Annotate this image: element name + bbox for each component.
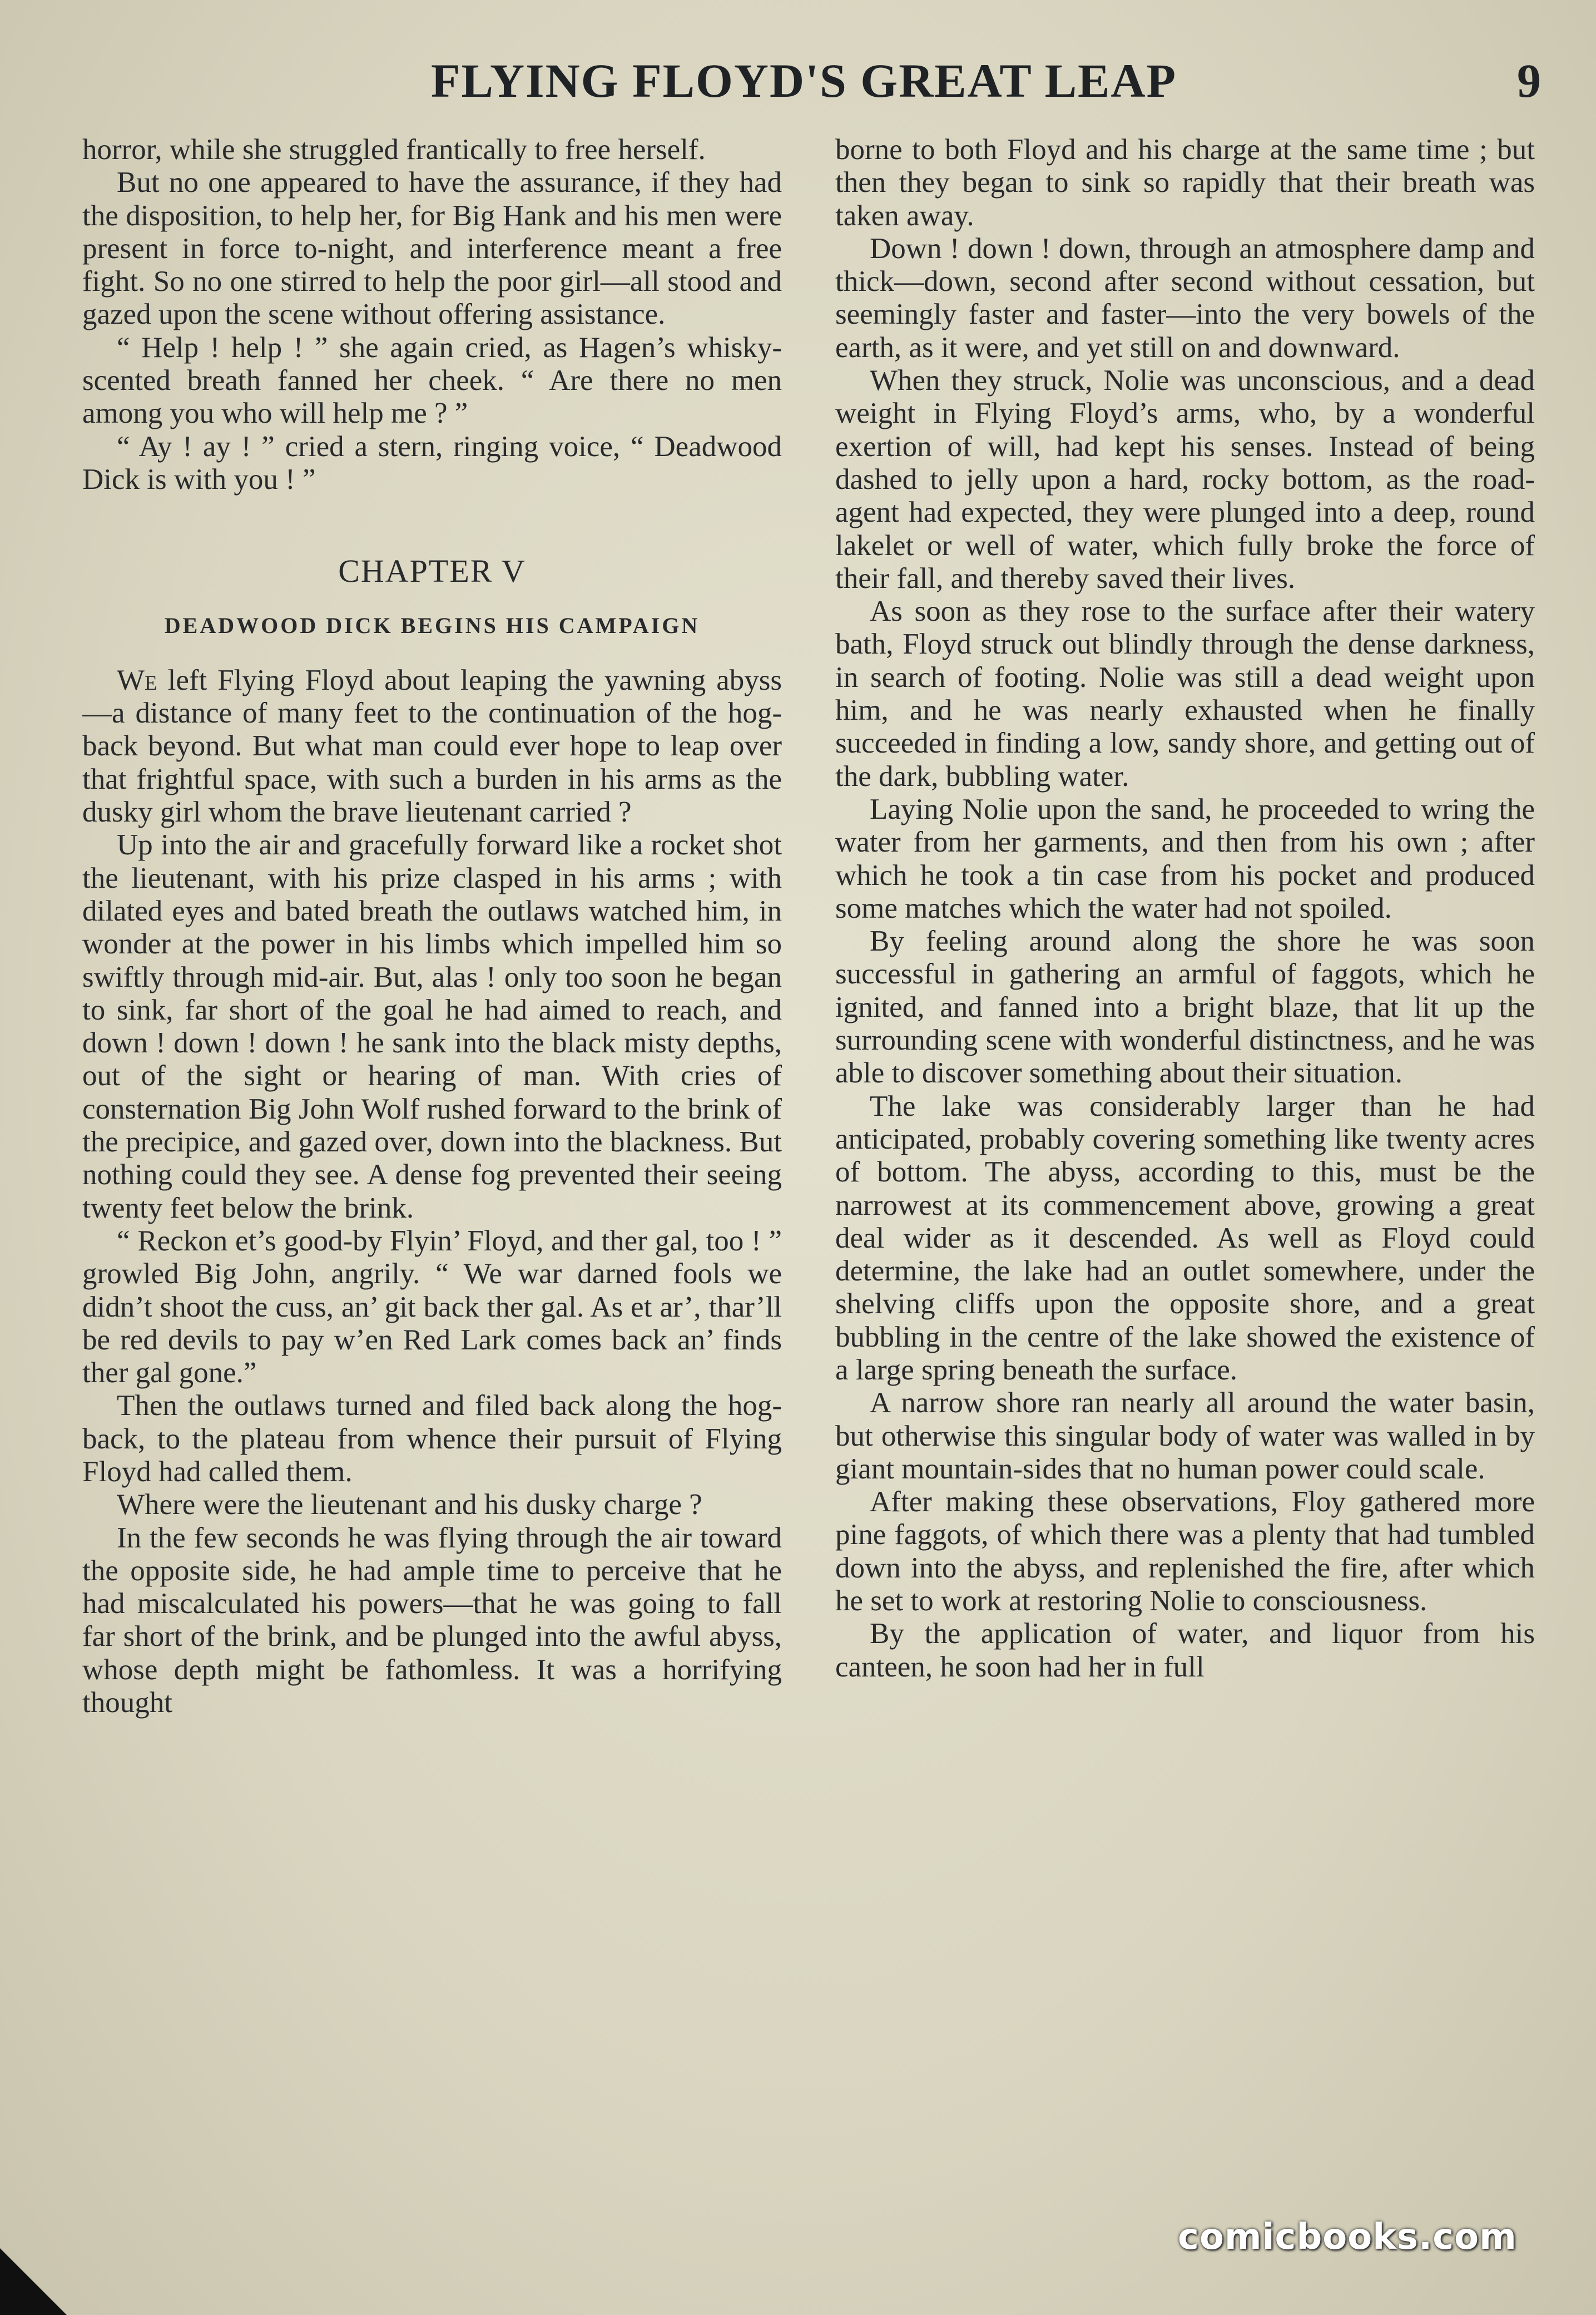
paragraph: “ Reckon et’s good-by Flyin’ Floyd, and ther gal, too ! ” growled Big John, angrily. “ We war darned fools we didn’t shoot the cuss, an’ git back ther gal. As et ar’, thar’ll be red devils to pay w’en Red Lark comes back an’ finds ther gal gone.” bbox=[82, 1224, 782, 1389]
paragraph: “ Ay ! ay ! ” cried a stern, ringing voice, “ Deadwood Dick is with you ! ” bbox=[82, 430, 782, 496]
page-corner-shadow bbox=[0, 2248, 67, 2315]
right-column bbox=[835, 133, 1535, 2225]
opening-word: We bbox=[117, 664, 157, 696]
paragraph: A narrow shore ran nearly all around the water basin, but otherwise this singular body of water was walled in by giant mountain-sides that no human power could scale. bbox=[835, 1387, 1535, 1485]
paragraph: In the few seconds he was flying through the air toward the opposite side, he had ample time to perceive that he had miscalculated his powers—that he was going to fall far short of the brink, and be plunged into the awful abyss, whose depth might be fathomless. It was a horrifying thought bbox=[82, 1521, 782, 1719]
chapter-opening-paragraph bbox=[82, 664, 782, 829]
paragraph: Laying Nolie upon the sand, he proceeded to wring the water from her garments, and then from his own ; after which he took a tin case from his pocket and produced some matches which the water had not spoiled. bbox=[835, 793, 1535, 924]
paragraph: Then the outlaws turned and filed back along the hog-back, to the plateau from whence their pursuit of Flying Floyd had called them. bbox=[82, 1389, 782, 1488]
paragraph: By the application of water, and liquor from his canteen, he soon had her in full bbox=[835, 1617, 1535, 1683]
paragraph: By feeling around along the shore he was soon successful in gathering an armful of faggots, which he ignited, and fanned into a bright blaze, that lit up the surrounding scene with wonderful distinctness, and he was able to discover something about their situation. bbox=[835, 925, 1535, 1090]
page-header bbox=[0, 53, 1596, 120]
paragraph: When they struck, Nolie was unconscious, and a dead weight in Flying Floyd’s arms, who, by a wonderful exertion of will, had kept his senses. Instead of being dashed to jelly upon a hard, rocky bottom, as the road-agent had expected, they were plunged into a deep, round lakelet or well of water, which fully broke the force of their fall, and thereby saved their lives. bbox=[835, 364, 1535, 595]
paragraph: “ Help ! help ! ” she again cried, as Hagen’s whisky-scented breath fanned her cheek. “ Are there no men among you who will help me ? ” bbox=[82, 331, 782, 430]
paragraph: Down ! down ! down, through an atmosphere damp and thick—down, second after second without cessation, but seemingly faster and faster—into the very bowels of the earth, as it were, and yet still on and downward. bbox=[835, 232, 1535, 364]
paragraph: After making these observations, Floy gathered more pine faggots, of which there was a plenty that had tumbled down into the abyss, and replenished the fire, after which he set to work at restoring Nolie to consciousness. bbox=[835, 1486, 1535, 1617]
page-number: 9 bbox=[1517, 54, 1541, 107]
running-title: FLYING FLOYD'S GREAT LEAP bbox=[431, 54, 1177, 107]
watermark: comicbooks.com bbox=[1178, 2217, 1517, 2258]
paragraph: horror, while she struggled frantically to free herself. bbox=[82, 133, 706, 166]
left-column bbox=[82, 133, 782, 2225]
chapter-subtitle: DEADWOOD DICK BEGINS HIS CAMPAIGN bbox=[164, 612, 700, 638]
paragraph: Where were the lieutenant and his dusky charge ? bbox=[117, 1488, 702, 1521]
paragraph: But no one appeared to have the assurance, if they had the disposition, to help her, for Big Hank and his men were present in force to-night, and interference meant a free fight. So no one stirred to help the poor girl—all stood and gazed upon the scene without offering assistance. bbox=[82, 166, 782, 331]
opening-text: left Flying Floyd about leaping the yawning abyss—a distance of many feet to the continuation of the hog-back beyond. But what man could ever hope to leap over that frightful space, with such a burden in his arms as the dusky girl whom the brave lieutenant carried ? bbox=[82, 664, 782, 829]
chapter-title: CHAPTER V bbox=[338, 553, 526, 590]
paragraph: As soon as they rose to the surface after their watery bath, Floyd struck out blindly through the dense darkness, in search of footing. Nolie was still a dead weight upon him, and he was nearly exhausted when he finally succeeded in finding a low, sandy shore, and getting out of the dark, bubbling water. bbox=[835, 595, 1535, 793]
paragraph: borne to both Floyd and his charge at the same time ; but then they began to sink so rapidly that their breath was taken away. bbox=[835, 133, 1535, 232]
paragraph: The lake was considerably larger than he had anticipated, probably covering something like twenty acres of bottom. The abyss, according to this, must be the narrowest at its commencement above, growing a great deal wider as it descended. As well as Floyd could determine, the lake had an outlet somewhere, under the shelving cliffs upon the opposite shore, and a great bubbling in the centre of the lake showed the existence of a large spring beneath the surface. bbox=[835, 1090, 1535, 1386]
paragraph: Up into the air and gracefully forward like a rocket shot the lieutenant, with his prize clasped in his arms ; with dilated eyes and bated breath the outlaws watched him, in wonder at the power in his limbs which impelled him so swiftly through mid-air. But, alas ! only too soon he began to sink, far short of the goal he had aimed to reach, and down ! down ! down ! he sank into the black misty depths, out of the sight or hearing of man. With cries of consternation Big John Wolf rushed forward to the brink of the precipice, and gazed over, down into the blackness. But nothing could they see. A dense fog prevented their seeing twenty feet below the brink. bbox=[82, 829, 782, 1224]
